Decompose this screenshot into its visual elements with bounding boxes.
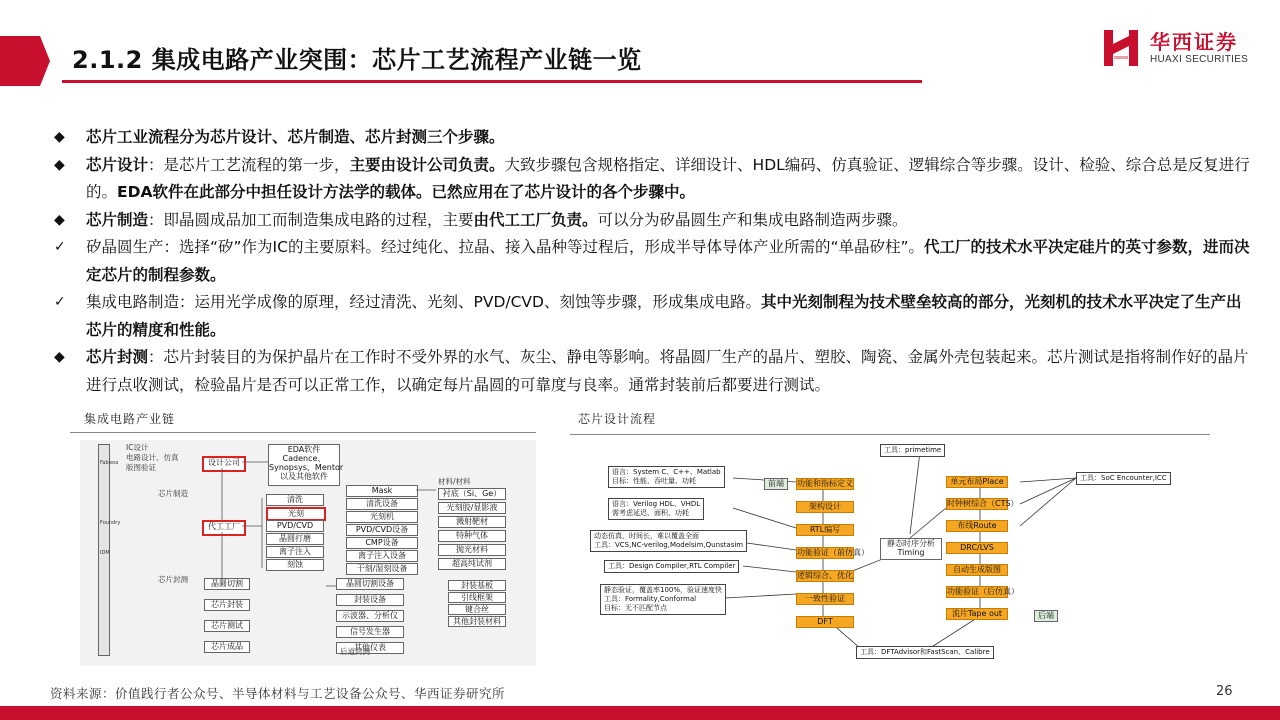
dft-tool-note: 工具：DFTAdvisor和FastScan、Calibre [856,646,994,659]
diamond-bullet-icon: ◆ [54,129,65,145]
place-route-tool-note: 工具：SoC Encounter,ICC [1076,472,1171,485]
process-step-box: 刻蚀 [266,559,324,571]
diamond-bullet-icon: ◆ [54,211,65,228]
left-figure-label: 集成电路产业链 [84,412,176,426]
bullet-item [50,344,1250,399]
left-figure-rule [70,432,536,433]
packaging-equipment-box: 其他仪表 [336,642,404,654]
bullet-text-part: ：是芯片工艺流程的第一步， [148,155,350,174]
packaging-step-box: 芯片成品 [204,641,250,653]
page-title: 2.1.2 集成电路产业突围：芯片工艺流程产业链一览 [72,46,642,74]
title-rule [62,80,922,83]
logo-chinese: 华西证券 [1150,30,1238,54]
frontend-flow-step: 逻辑综合、优化 [797,571,853,580]
title-tab-marker [0,36,50,86]
equipment-box: 光刻机 [346,511,418,523]
packaging-material-box: 其他封装材料 [448,616,506,627]
ic-design-note-1: IC设计 [126,443,149,452]
frontend-tag: 前端 [764,478,788,490]
backend-flow-step: 单元布局Place [946,476,1008,488]
industry-chain-diagram [80,440,536,666]
side-label-fabless: Fabless [100,460,119,466]
process-step-box: 清洗 [266,494,324,506]
ic-design-note-2: 电路设计、仿真 [126,453,179,462]
process-step-box: 光刻 [266,507,326,521]
bullet-item [50,234,1250,289]
check-icon: ✓ [54,294,66,310]
backend-flow-step: DRC/LVS [946,542,1008,554]
diamond-bullet-icon: ◆ [54,156,65,173]
process-step-box: PVD/CVD [266,520,324,532]
bullet-text-part: 代工厂的技术水平决定硅片的英寸参数，进而决定芯片的制程参数。 [86,238,1250,284]
industry-chain-connectors [80,440,536,666]
eda-line-3: Synopsys、Mentor [269,463,344,472]
material-box: 抛光材料 [438,544,506,556]
bullet-text-part: 矽晶圆生产：选择“矽”作为IC的主要原料。经过纯化、拉晶、接入晶种等过程后，形成半导体导体产业所需的“单晶矽柱”。 [86,238,925,256]
backend-tag: 后端 [1034,610,1058,622]
right-figure-label: 芯片设计流程 [578,412,657,426]
material-box: 光刻胶/显影液 [438,502,506,514]
eda-line-1: EDA软件 [287,445,321,454]
design-spec-note: 语言：System C、C++、Matlab 目标：性能、吞吐量、功耗 [608,466,725,488]
packaging-group-label: 芯片封测 [158,575,188,584]
page-number: 26 [1216,684,1233,699]
side-label-foundry: Foundry [100,520,121,526]
process-step-box: 离子注入 [266,546,324,558]
bullet-text-part: 芯片工业流程分为芯片设计、芯片制造、芯片封测三个步骤。 [86,128,505,146]
bullet-text-part: 其中光刻制程为技术壁垒较高的部分，光刻机的技术水平决定了生产出芯片的精度和性能。 [86,293,1242,339]
huaxi-logo-icon [1102,26,1142,68]
foundry-box: 代工工厂 [202,520,246,536]
frontend-flow-step: 功能验证（前仿真） [797,548,869,557]
frontend-flow-step: DFT [796,616,854,628]
material-box: 特种气体 [438,530,506,542]
process-step-box: 晶圆打磨 [266,533,324,545]
diamond-bullet-icon: ◆ [54,349,65,365]
packaging-material-box: 封装基板 [448,580,506,591]
frontend-flow-step: RTL编写 [796,524,854,536]
eda-line-2: Cadence、 [282,454,326,463]
back-end-group-label: 后道封测 [340,647,370,656]
bullet-item [50,124,1250,152]
bullet-text-part: 主要由设计公司负责。 [349,155,505,174]
right-figure-rule [570,434,1210,435]
timing-analysis-box: 静态时序分析 Timing [880,538,942,560]
packaging-material-box: 键合丝 [448,604,506,615]
packaging-step-box: 晶圆切割 [204,578,250,590]
eda-line-4: 以及其他软件 [280,472,328,481]
mask-box: Mask [346,485,418,497]
rtl-language-note: 语言：Verilog HDL、VHDL 需考虑延迟、面积、功耗 [608,498,704,520]
design-company-box: 设计公司 [202,456,246,472]
packaging-equipment-box: 示波器、分析仪 [336,610,404,622]
packaging-step-box: 芯片封装 [204,599,250,611]
bullet-item [50,289,1250,344]
materials-title: 材料/材料 [438,477,471,486]
frontend-flow-step: 功能和指标定义 [797,479,853,488]
backend-flow-step: 自动生成版图 [946,564,1008,576]
bullet-text-part: 可以分为矽晶圆生产和集成电路制造两步骤。 [597,210,908,229]
packaging-material-box: 引线框架 [448,592,506,603]
bullet-text-part: ：即晶圆成品加工而制造集成电路的过程，主要 [148,210,474,229]
bullet-text-part: 大致步骤包含规格指定、详细设计、HDL编码、仿真验证、逻辑综合等步骤。设计、检验、综合总是反复进行的。 [86,155,1250,201]
bullet-text-part: 芯片设计 [86,155,149,174]
packaging-equipment-box: 封装设备 [336,594,404,606]
design-flow-diagram [590,438,1210,668]
backend-flow-step: 布线Route [946,520,1008,532]
frontend-flow-step: 架构设计 [796,501,854,513]
material-box: 溅射靶材 [438,516,506,528]
material-box: 衬底（Si、Ge） [438,488,506,500]
equipment-box: PVD/CVD设备 [346,524,418,536]
bullet-text-part: 集成电路制造：运用光学成像的原理，经过清洗、光刻、PVD/CVD、刻蚀等步骤，形成集成电路。 [86,293,761,311]
bullet-text-part: ：芯片封装目的为保护晶片在工作时不受外界的水气、灰尘、静电等影响。将晶圆厂生产的晶片、塑胶、陶瓷、金属外壳包装起来。芯片测试是指将制作好的晶片进行点收测试，检验晶片是否可以正常工作，以确定每片晶圆的可靠度与良率。通常封装前后都要进行测试。 [86,348,1249,394]
side-label-idm: IDM [100,550,110,556]
equipment-box: 干刻/湿刻设备 [346,563,418,575]
bullet-text-part: 由代工工厂负责。 [473,210,598,229]
frontend-flow-step: 一致性验证 [796,593,854,605]
bullet-item [50,152,1250,207]
equivalence-check-note: 静态验证，覆盖率100%，验证速度快 工具：Formality,Conformal 目标：无不匹配节点 [600,584,726,615]
source-note: 资料来源：价值践行者公众号、半导体材料与工艺设备公众号、华西证券研究所 [50,686,506,701]
material-box: 超高纯试剂 [438,558,506,570]
packaging-equipment-box: 晶圆切割设备 [336,578,404,590]
foundry-group-label: 芯片制造 [158,489,188,498]
equipment-box: 离子注入设备 [346,550,418,562]
backend-flow-step: 时钟树综合（CTS） [947,499,1019,508]
packaging-step-box: 芯片测试 [204,620,250,632]
bullet-text-part: 芯片制造 [86,210,149,229]
backend-flow-step: 流片Tape out [946,608,1008,620]
equipment-box: 清洗设备 [346,498,418,510]
check-icon: ✓ [54,239,66,255]
bullet-text-part: 芯片封测 [86,348,149,366]
ic-design-note-3: 版图验证 [126,463,156,472]
simulation-tool-note: 动态仿真，时间长，难以覆盖全面 工具：VCS,NC-verilog,Modelsim,Qunstasim [590,530,747,552]
primetime-tool-note: 工具：primetime [880,444,945,457]
backend-flow-step: 功能验证（后仿真） [947,587,1019,596]
bullet-item [50,207,1250,235]
packaging-equipment-box: 信号发生器 [336,626,404,638]
equipment-box: CMP设备 [346,537,418,549]
bullet-text-part: EDA软件在此部分中担任设计方法学的载体。已然应用在了芯片设计的各个步骤中。 [117,183,695,201]
logo-english: HUAXI SECURITIES [1150,54,1249,65]
footer-bar [0,706,1280,720]
bullet-list [50,124,1250,399]
synthesis-tool-note: 工具：Design Compiler,RTL Compiler [604,560,739,573]
